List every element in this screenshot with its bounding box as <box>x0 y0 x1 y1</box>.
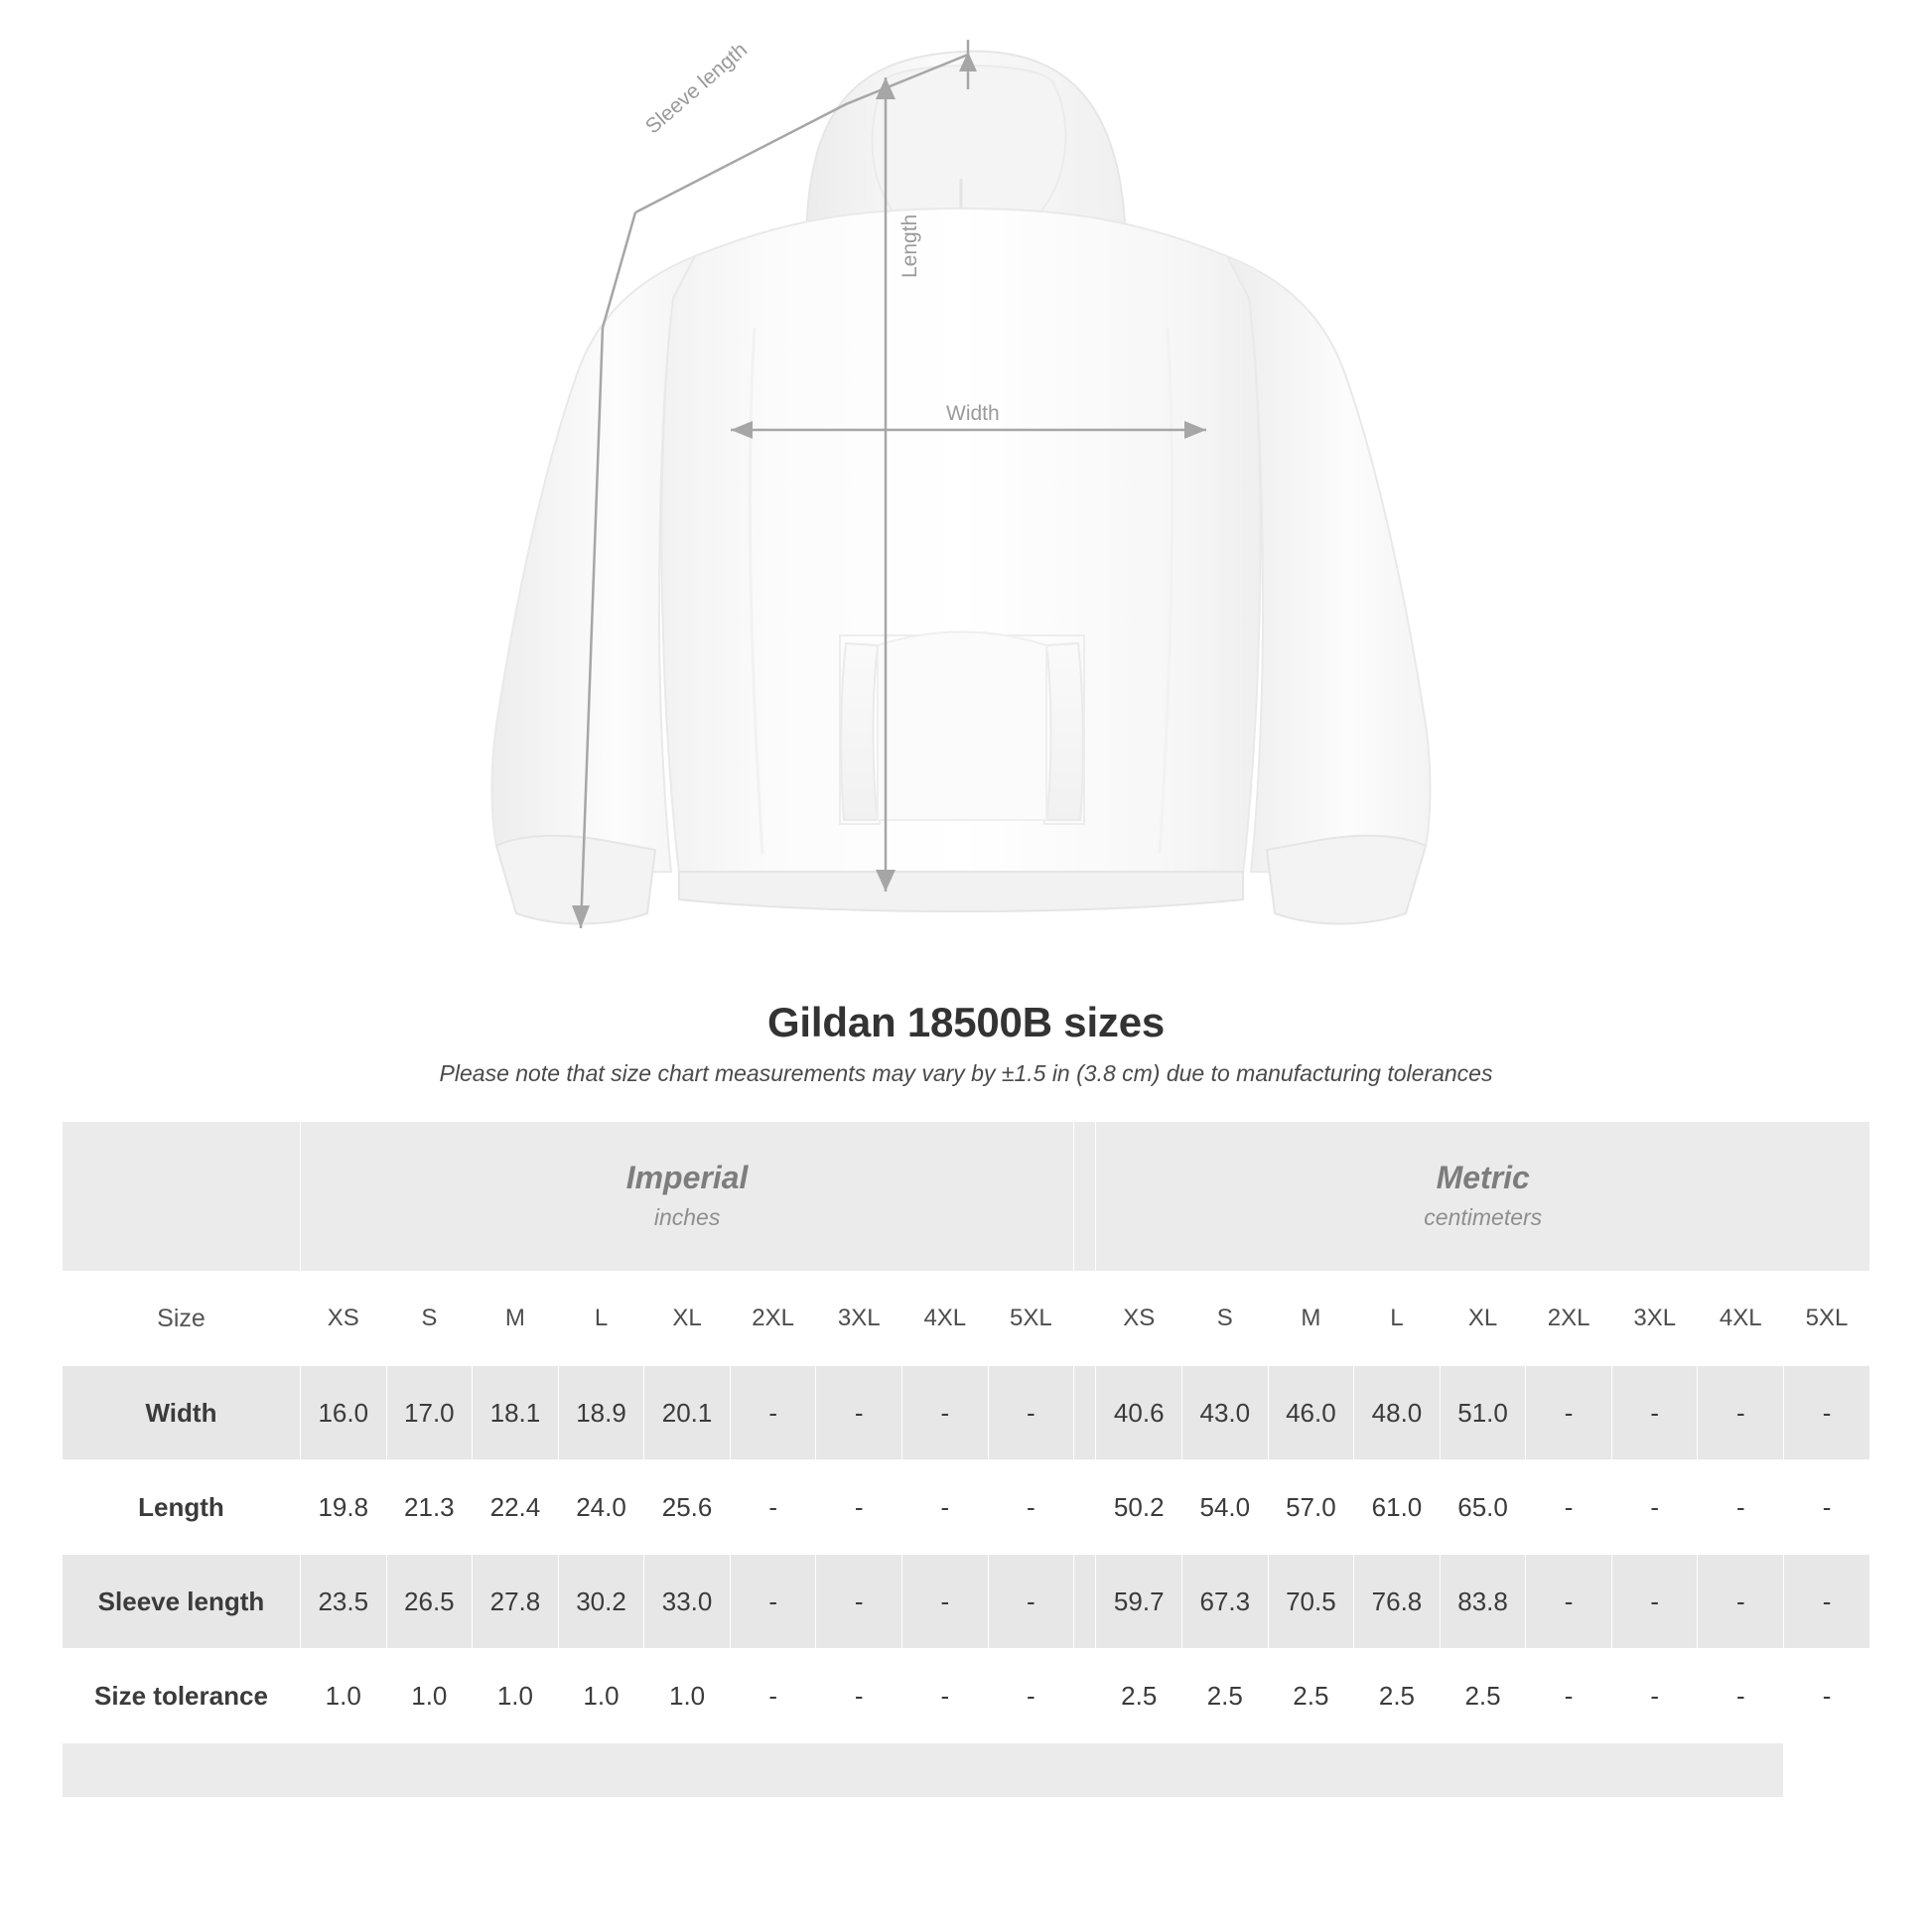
size-header-metric-xl: XL <box>1440 1272 1526 1366</box>
cell-width-metric-s: 43.0 <box>1182 1366 1269 1460</box>
cell-sleeve-metric-3xl: - <box>1611 1555 1698 1649</box>
cell-width-metric-2xl: - <box>1526 1366 1612 1460</box>
cell-width-metric-xl: 51.0 <box>1440 1366 1526 1460</box>
cell-sleeve-metric-s: 67.3 <box>1182 1555 1269 1649</box>
cell-width-metric-3xl: - <box>1611 1366 1698 1460</box>
cell-length-metric-3xl: - <box>1611 1460 1698 1555</box>
cell-width-imperial-m: 18.1 <box>473 1366 559 1460</box>
row-divider-cell <box>1074 1555 1096 1649</box>
size-header-metric-4xl: 4XL <box>1698 1272 1784 1366</box>
unit-header-metric <box>1096 1122 1870 1272</box>
cell-length-metric-xs: 50.2 <box>1096 1460 1182 1555</box>
table-row <box>63 1366 1870 1460</box>
cell-length-metric-l: 61.0 <box>1354 1460 1441 1555</box>
cell-sleeve-imperial-xl: 33.0 <box>644 1555 731 1649</box>
cell-width-metric-l: 48.0 <box>1354 1366 1441 1460</box>
metric-label: Metric <box>1436 1160 1530 1195</box>
cell-length-metric-xl: 65.0 <box>1440 1460 1526 1555</box>
size-header-label: Size <box>63 1272 301 1366</box>
cell-length-imperial-3xl: - <box>816 1460 902 1555</box>
cell-sleeve-imperial-5xl: - <box>988 1555 1074 1649</box>
cell-tolerance-metric-xs: 2.5 <box>1096 1649 1182 1743</box>
size-header-metric-m: M <box>1268 1272 1354 1366</box>
cell-tolerance-metric-xl: 2.5 <box>1440 1649 1526 1743</box>
cell-tolerance-imperial-3xl: - <box>816 1649 902 1743</box>
cell-tolerance-imperial-5xl: - <box>988 1649 1074 1743</box>
cell-length-metric-5xl: - <box>1784 1460 1870 1555</box>
size-header-imperial-s: S <box>386 1272 473 1366</box>
row-label-length: Length <box>63 1460 301 1555</box>
unit-header-divider <box>1074 1122 1096 1272</box>
size-header-imperial-xl: XL <box>644 1272 731 1366</box>
tolerance-note: Please note that size chart measurements may vary by ±1.5 in (3.8 cm) due to manufacturing tolerances <box>439 1060 1493 1086</box>
cell-tolerance-metric-5xl: - <box>1784 1649 1870 1743</box>
size-header-metric-xs: XS <box>1096 1272 1182 1366</box>
cell-length-imperial-s: 21.3 <box>386 1460 473 1555</box>
cell-tolerance-metric-3xl: - <box>1611 1649 1698 1743</box>
cell-width-imperial-2xl: - <box>730 1366 816 1460</box>
cell-width-imperial-4xl: - <box>902 1366 989 1460</box>
size-header-row <box>63 1272 1870 1366</box>
cell-tolerance-imperial-s: 1.0 <box>386 1649 473 1743</box>
cell-length-imperial-xs: 19.8 <box>300 1460 386 1555</box>
table-row <box>63 1649 1870 1743</box>
cell-length-metric-s: 54.0 <box>1182 1460 1269 1555</box>
cell-tolerance-imperial-xs: 1.0 <box>300 1649 386 1743</box>
cell-tolerance-imperial-l: 1.0 <box>558 1649 644 1743</box>
unit-header-imperial <box>300 1122 1073 1272</box>
size-header-imperial-5xl: 5XL <box>988 1272 1074 1366</box>
cell-length-metric-4xl: - <box>1698 1460 1784 1555</box>
row-label-size-tolerance: Size tolerance <box>63 1649 301 1743</box>
cell-sleeve-metric-l: 76.8 <box>1354 1555 1441 1649</box>
cell-width-imperial-s: 17.0 <box>386 1366 473 1460</box>
cell-width-imperial-3xl: - <box>816 1366 902 1460</box>
cell-width-metric-xs: 40.6 <box>1096 1366 1182 1460</box>
cell-length-imperial-m: 22.4 <box>473 1460 559 1555</box>
sleeve-length-dimension-label: Sleeve length <box>641 38 753 139</box>
cell-tolerance-imperial-4xl: - <box>902 1649 989 1743</box>
cell-width-imperial-5xl: - <box>988 1366 1074 1460</box>
unit-header-spacer <box>63 1122 301 1272</box>
cell-length-metric-m: 57.0 <box>1268 1460 1354 1555</box>
row-divider-cell <box>1074 1649 1096 1743</box>
cell-sleeve-metric-4xl: - <box>1698 1555 1784 1649</box>
table-row <box>63 1460 1870 1555</box>
cell-width-imperial-xl: 20.1 <box>644 1366 731 1460</box>
cell-sleeve-metric-5xl: - <box>1784 1555 1870 1649</box>
size-header-imperial-4xl: 4XL <box>902 1272 989 1366</box>
size-header-metric-s: S <box>1182 1272 1269 1366</box>
cell-width-imperial-xs: 16.0 <box>300 1366 386 1460</box>
cell-sleeve-imperial-m: 27.8 <box>473 1555 559 1649</box>
width-dimension-label: Width <box>946 402 1000 425</box>
table-footer-row <box>63 1743 1870 1798</box>
cell-length-imperial-2xl: - <box>730 1460 816 1555</box>
cell-tolerance-metric-4xl: - <box>1698 1649 1784 1743</box>
cell-sleeve-imperial-2xl: - <box>730 1555 816 1649</box>
table-row <box>63 1555 1870 1649</box>
cell-length-imperial-4xl: - <box>902 1460 989 1555</box>
row-divider-cell <box>1074 1366 1096 1460</box>
size-table <box>62 1121 1870 1798</box>
cell-sleeve-imperial-3xl: - <box>816 1555 902 1649</box>
size-header-metric-3xl: 3XL <box>1611 1272 1698 1366</box>
title-block <box>0 999 1932 1087</box>
unit-header-row <box>63 1122 1870 1272</box>
cell-tolerance-metric-2xl: - <box>1526 1649 1612 1743</box>
metric-unit: centimeters <box>1424 1204 1543 1231</box>
page-title: Gildan 18500B sizes <box>766 999 1166 1045</box>
size-table-wrapper <box>62 1121 1870 1798</box>
table-footer-spacer <box>63 1743 1784 1798</box>
cell-length-imperial-xl: 25.6 <box>644 1460 731 1555</box>
cell-sleeve-metric-m: 70.5 <box>1268 1555 1354 1649</box>
cell-tolerance-imperial-2xl: - <box>730 1649 816 1743</box>
cell-tolerance-imperial-xl: 1.0 <box>644 1649 731 1743</box>
header-divider-cell <box>1074 1272 1096 1366</box>
size-header-metric-5xl: 5XL <box>1784 1272 1870 1366</box>
imperial-label: Imperial <box>625 1160 749 1195</box>
row-label-width: Width <box>63 1366 301 1460</box>
cell-tolerance-metric-s: 2.5 <box>1182 1649 1269 1743</box>
cell-width-imperial-l: 18.9 <box>558 1366 644 1460</box>
cell-sleeve-metric-xs: 59.7 <box>1096 1555 1182 1649</box>
cell-tolerance-metric-m: 2.5 <box>1268 1649 1354 1743</box>
cell-sleeve-metric-2xl: - <box>1526 1555 1612 1649</box>
row-divider-cell <box>1074 1460 1096 1555</box>
cell-tolerance-metric-l: 2.5 <box>1354 1649 1441 1743</box>
cell-width-metric-5xl: - <box>1784 1366 1870 1460</box>
length-dimension-label: Length <box>898 213 921 278</box>
cell-width-metric-4xl: - <box>1698 1366 1784 1460</box>
cell-length-metric-2xl: - <box>1526 1460 1612 1555</box>
size-header-metric-2xl: 2XL <box>1526 1272 1612 1366</box>
cell-sleeve-imperial-xs: 23.5 <box>300 1555 386 1649</box>
cell-length-imperial-5xl: - <box>988 1460 1074 1555</box>
size-header-metric-l: L <box>1354 1272 1441 1366</box>
size-header-imperial-2xl: 2XL <box>730 1272 816 1366</box>
cell-length-imperial-l: 24.0 <box>558 1460 644 1555</box>
size-header-imperial-xs: XS <box>300 1272 386 1366</box>
cell-sleeve-imperial-s: 26.5 <box>386 1555 473 1649</box>
cell-sleeve-metric-xl: 83.8 <box>1440 1555 1526 1649</box>
cell-width-metric-m: 46.0 <box>1268 1366 1354 1460</box>
size-header-imperial-3xl: 3XL <box>816 1272 902 1366</box>
cell-tolerance-imperial-m: 1.0 <box>473 1649 559 1743</box>
size-header-imperial-m: M <box>473 1272 559 1366</box>
size-header-imperial-l: L <box>558 1272 644 1366</box>
cell-sleeve-imperial-l: 30.2 <box>558 1555 644 1649</box>
cell-sleeve-imperial-4xl: - <box>902 1555 989 1649</box>
row-label-sleeve-length: Sleeve length <box>63 1555 301 1649</box>
imperial-unit: inches <box>653 1204 721 1231</box>
